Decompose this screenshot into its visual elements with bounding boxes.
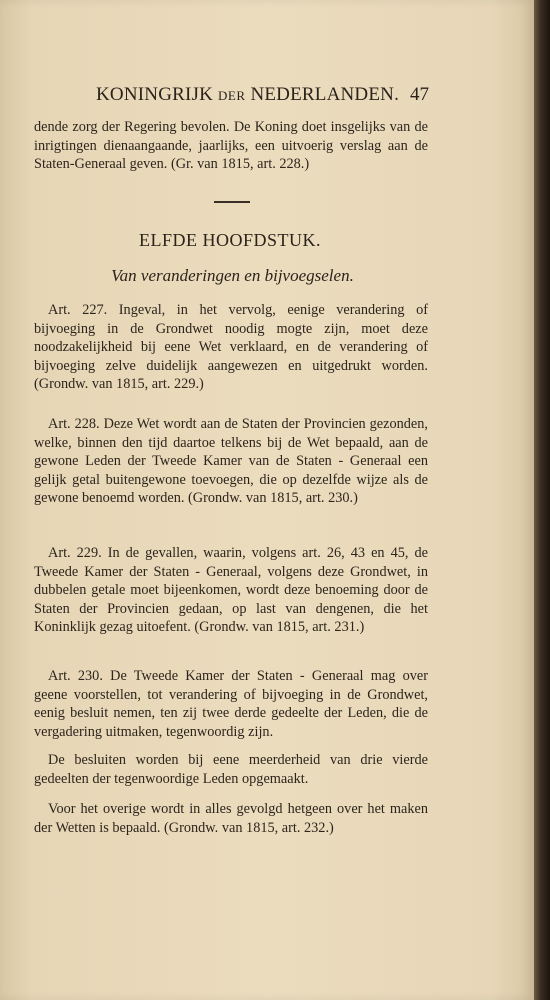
continuation-text: dende zorg der Regering bevolen. De Koning doet insgelijks van de inrigtingen dienaangaande, jaarlijks, een uitvoerig verslag aan de Staten-Generaal geven. (Gr. van 1815, art. 228.) bbox=[34, 119, 428, 173]
article-229 bbox=[34, 544, 428, 637]
section-divider bbox=[214, 201, 250, 203]
paragraph-overige bbox=[34, 800, 428, 837]
running-head-rest: NEDERLANDEN. bbox=[245, 84, 400, 105]
chapter-title: ELFDE HOOFDSTUK. bbox=[138, 230, 321, 250]
page-number: 47 bbox=[410, 84, 429, 105]
page-edge bbox=[534, 0, 550, 1000]
continuation-paragraph bbox=[34, 118, 428, 174]
running-head-main: KONINGRIJK bbox=[96, 84, 218, 105]
paragraph-overige-text: Voor het overige wordt in alles gevolgd hetgeen over het maken der Wetten is bepaald. (Grondw. van 1815, art. 232.) bbox=[34, 801, 428, 836]
article-227 bbox=[34, 301, 428, 394]
paragraph-besluiten-text: De besluiten worden bij eene meerderheid van drie vierde gedeelten der tegenwoordige Leden opgemaakt. bbox=[34, 752, 428, 787]
paragraph-besluiten bbox=[34, 751, 428, 788]
article-229-text: Art. 229. In de gevallen, waarin, volgens art. 26, 43 en 45, de Tweede Kamer der Staten - Generaal, volgens deze Grondwet, in dubbelen getale moet bijeenkomen, wordt deze benoeming door de Staten der Provincien gedaan, op last van dengenen, die het Koninklijk gezag uitoefent. (Grondw. van 1815, art. 231.) bbox=[34, 545, 428, 636]
article-228-text: Art. 228. Deze Wet wordt aan de Staten der Provincien gezonden, welke, binnen den tijd daartoe telkens bij de Wet bepaald, aan de gewone Leden der Tweede Kamer van de Staten - Generaal een gelijk getal buitengewone toevoegen, die op dezelfde wijze als de gewone benoemd worden. (Grondw. van 1815, art. 230.) bbox=[34, 416, 428, 507]
chapter-subtitle: Van veranderingen en bijvoegselen. bbox=[111, 266, 354, 285]
article-230 bbox=[34, 667, 428, 741]
article-227-text: Art. 227. Ingeval, in het vervolg, eenige verandering of bijvoeging in de Grondwet noodig mogte zijn, moet deze noodzakelijkheid bij eene Wet verklaard, en de verandering of bijvoeging zelve duidelijk aangewezen en uitgedrukt worden. (Grondw. van 1815, art. 229.) bbox=[34, 302, 428, 393]
article-228 bbox=[34, 415, 428, 508]
running-head-small: DER bbox=[218, 88, 246, 103]
article-230-text: Art. 230. De Tweede Kamer der Staten - Generaal mag over geene voorstellen, tot verandering of bijvoeging in de Grondwet, eenig besluit nemen, ten zij twee derde gedeelte der Leden, die de vergadering uitmaken, tegenwoordig zijn. bbox=[34, 668, 428, 740]
running-head bbox=[96, 84, 426, 106]
